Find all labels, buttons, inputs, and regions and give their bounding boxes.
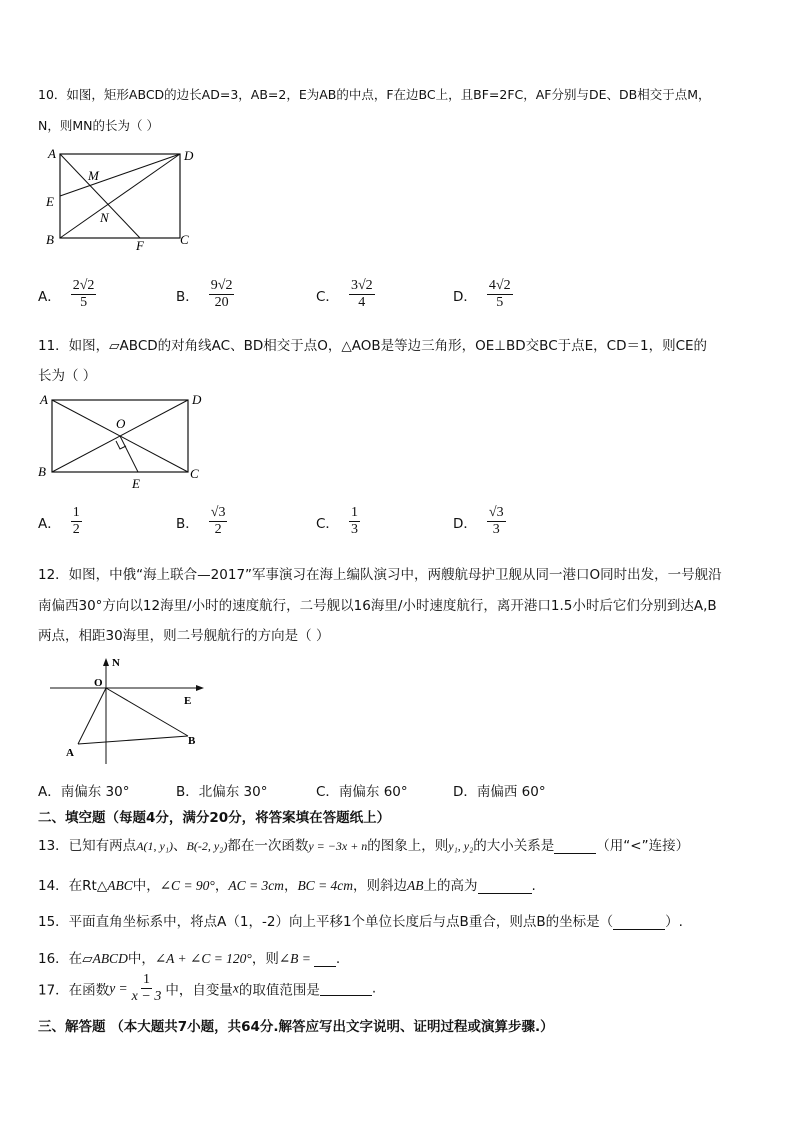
q15-text: 15．平面直角坐标系中，将点A（1，-2）向上平移1个单位长度后与点B重合，则点B的坐标是（ bbox=[38, 914, 614, 930]
q12-line3: 两点，相距30海里，则二号舰航行的方向是（ ） bbox=[38, 628, 330, 644]
q17-text1: 17．在函数 bbox=[38, 982, 110, 999]
q16-text1: 16．在 bbox=[38, 951, 83, 967]
q13-function: y = −3x + n bbox=[308, 839, 368, 853]
q10-label-a: A bbox=[48, 146, 56, 161]
q14-text1: 14．在Rt bbox=[38, 878, 97, 894]
q13-hint: （用“<”连接） bbox=[596, 838, 690, 854]
q13-suffix: 的大小关系是 bbox=[473, 838, 555, 854]
q10-option-b-label: B． bbox=[176, 288, 199, 305]
q15-answer-blank[interactable] bbox=[613, 915, 665, 930]
q10-option-c-den: 4 bbox=[358, 295, 366, 310]
q17-text3: 的取值范围是 bbox=[238, 982, 320, 999]
q12-line1: 12．如图，中俄“海上联合—2017”军事演习在海上编队演习中，两艘航母护卫舰从同一港口O同时出发，一号舰沿 bbox=[38, 567, 722, 583]
q11-figure bbox=[34, 388, 214, 492]
q11-label-a: A bbox=[40, 392, 48, 407]
q12-label-n: N bbox=[112, 657, 120, 669]
q10-segment-bd bbox=[60, 154, 180, 238]
q17-answer-blank[interactable] bbox=[320, 981, 372, 996]
q10-figure bbox=[40, 142, 210, 254]
q14-triangle: △ABC bbox=[96, 878, 133, 893]
q14-text5: ，则斜边 bbox=[353, 878, 408, 894]
q10-option-a-num: 2√2 bbox=[72, 278, 95, 293]
q16-answer-blank[interactable] bbox=[314, 952, 336, 967]
q11-segment-oe bbox=[120, 436, 138, 472]
q15 bbox=[38, 910, 683, 930]
q12-option-d[interactable]: D．南偏西 60° bbox=[453, 784, 546, 800]
q10-option-c-num: 3√2 bbox=[350, 278, 373, 293]
q10-option-d-num: 4√2 bbox=[488, 278, 511, 293]
q11-line1: 11．如图，▱ABCD的对角线AC、BD相交于点O，△AOB是等边三角形，OE⊥BD交BC于点E，CD＝1，则CE的 bbox=[38, 338, 708, 354]
q10-label-n: N bbox=[100, 210, 109, 225]
q10-label-f: F bbox=[136, 238, 144, 253]
q12-figure bbox=[44, 652, 214, 770]
q16-parallelogram: ▱ABCD bbox=[82, 951, 128, 966]
q17-y: y = bbox=[109, 980, 128, 996]
q11-option-d-label: D． bbox=[453, 515, 477, 532]
q13-point-a: A(1, y₁) bbox=[136, 839, 174, 853]
q13 bbox=[38, 834, 689, 854]
q11-label-o: O bbox=[116, 416, 126, 431]
q10-option-a-label: A． bbox=[38, 288, 61, 305]
q12-option-c[interactable]: C．南偏东 60° bbox=[316, 784, 408, 800]
q10-line1: 10．如图，矩形ABCD的边长AD=3，AB=2，E为AB的中点，F在边BC上，且BF=2FC，AF分别与DE、DB相交于点M， bbox=[38, 87, 711, 102]
q10-line2: N，则MN的长为（ ） bbox=[38, 118, 159, 133]
q17-den: x − 3 bbox=[131, 989, 162, 1004]
q11-label-c: C bbox=[190, 466, 199, 481]
q13-mid: 都在一次函数 bbox=[227, 838, 309, 854]
q11-option-a[interactable] bbox=[38, 505, 84, 538]
q13-point-b: B(-2, y₂) bbox=[186, 839, 228, 853]
q14-ac: AC = 3cm bbox=[228, 878, 284, 893]
q10-segment-af bbox=[60, 154, 140, 238]
q12-north-arrow bbox=[103, 658, 109, 666]
q16 bbox=[38, 947, 340, 967]
q12-segment-ab bbox=[78, 736, 188, 744]
q14-text6: 上的高为 bbox=[423, 878, 478, 894]
q16-end: . bbox=[335, 951, 341, 967]
q11-option-b[interactable] bbox=[176, 505, 229, 538]
q13-sep: 、 bbox=[173, 838, 187, 854]
q10-label-e: E bbox=[46, 194, 54, 209]
q17-num: 1 bbox=[143, 972, 150, 987]
q11-option-c[interactable] bbox=[316, 505, 362, 538]
q17-text2: 中，自变量 bbox=[165, 982, 233, 999]
q11-option-b-den: 2 bbox=[214, 522, 222, 537]
q13-mid2: 的图象上，则 bbox=[367, 838, 449, 854]
q12-segment-oa bbox=[78, 688, 106, 744]
q11-label-e: E bbox=[132, 476, 140, 491]
q11-line2: 长为（ ） bbox=[38, 368, 97, 384]
q10-label-d: D bbox=[184, 148, 194, 163]
q14-text2: 中， bbox=[132, 878, 160, 894]
q12-label-a: A bbox=[66, 747, 74, 759]
q11-label-b: B bbox=[38, 464, 46, 479]
q10-option-b-num: 9√2 bbox=[210, 278, 233, 293]
q13-prefix: 13．已知有两点 bbox=[38, 838, 137, 854]
section2-title: 二、填空题（每题4分，满分20分，将答案填在答题纸上） bbox=[38, 810, 391, 826]
q10-option-b[interactable] bbox=[176, 278, 236, 311]
q11-option-a-label: A． bbox=[38, 515, 61, 532]
q10-option-c[interactable] bbox=[316, 278, 377, 311]
q14-end: . bbox=[531, 878, 536, 894]
q13-vars: y₁, y₂ bbox=[448, 839, 474, 853]
q12-option-b[interactable]: B．北偏东 30° bbox=[176, 784, 268, 800]
q13-answer-blank[interactable] bbox=[554, 839, 596, 854]
q12-option-a[interactable]: A．南偏东 30° bbox=[38, 784, 130, 800]
q11-option-d-den: 3 bbox=[492, 522, 500, 537]
q12-segment-ob bbox=[106, 688, 188, 736]
q11-label-d: D bbox=[192, 392, 202, 407]
q11-option-d[interactable] bbox=[453, 505, 508, 538]
q10-option-d-label: D． bbox=[453, 288, 477, 305]
q11-option-d-num: √3 bbox=[488, 505, 504, 520]
q12-east-arrow bbox=[196, 685, 204, 691]
q16-text2: 中， bbox=[127, 951, 155, 967]
q10-label-m: M bbox=[88, 168, 99, 183]
section3-title: 三、解答题 （本大题共7小题，共64分.解答应写出文字说明、证明过程或演算步骤.） bbox=[38, 1019, 554, 1035]
q14 bbox=[38, 874, 536, 894]
q17-x: x bbox=[232, 980, 239, 996]
q12-line2: 南偏西30°方向以12海里/小时的速度航行，二号舰以16海里/小时速度航行，离开港口1.5小时后它们分别到达A,B bbox=[38, 598, 717, 614]
q11-option-c-label: C． bbox=[316, 515, 339, 532]
q14-text4: ， bbox=[283, 878, 298, 894]
q10-option-b-den: 20 bbox=[214, 295, 229, 310]
q15-end: ）. bbox=[665, 914, 683, 930]
q17 bbox=[38, 972, 376, 1005]
q11-option-b-num: √3 bbox=[210, 505, 226, 520]
q14-text3: ， bbox=[214, 878, 229, 894]
q12-label-b: B bbox=[188, 735, 196, 747]
q10-segment-de bbox=[60, 154, 180, 196]
q16-text3: ，则 bbox=[251, 951, 279, 967]
q10-option-d[interactable] bbox=[453, 278, 515, 311]
q10-option-c-label: C． bbox=[316, 288, 339, 305]
q10-option-a-den: 5 bbox=[80, 295, 88, 310]
q10-label-b: B bbox=[46, 232, 54, 247]
q16-ask: ∠B = bbox=[278, 951, 311, 966]
q16-condition: ∠A + ∠C = 120° bbox=[154, 951, 252, 966]
q10-option-d-den: 5 bbox=[496, 295, 504, 310]
q11-option-c-den: 3 bbox=[350, 522, 358, 537]
q14-angle: ∠C = 90° bbox=[159, 878, 215, 893]
q12-label-o: O bbox=[94, 677, 103, 689]
q11-option-c-num: 1 bbox=[350, 505, 358, 520]
q17-end: . bbox=[371, 980, 377, 997]
q10-label-c: C bbox=[180, 232, 189, 247]
q17-fraction bbox=[130, 972, 164, 1005]
q14-ab: AB bbox=[407, 878, 424, 893]
q12-label-e: E bbox=[184, 695, 192, 707]
q14-bc: BC = 4cm bbox=[297, 878, 354, 893]
q11-option-a-num: 1 bbox=[72, 505, 80, 520]
q11-option-a-den: 2 bbox=[72, 522, 80, 537]
q10-option-a[interactable] bbox=[38, 278, 98, 311]
q14-answer-blank[interactable] bbox=[478, 879, 532, 894]
q11-option-b-label: B． bbox=[176, 515, 199, 532]
